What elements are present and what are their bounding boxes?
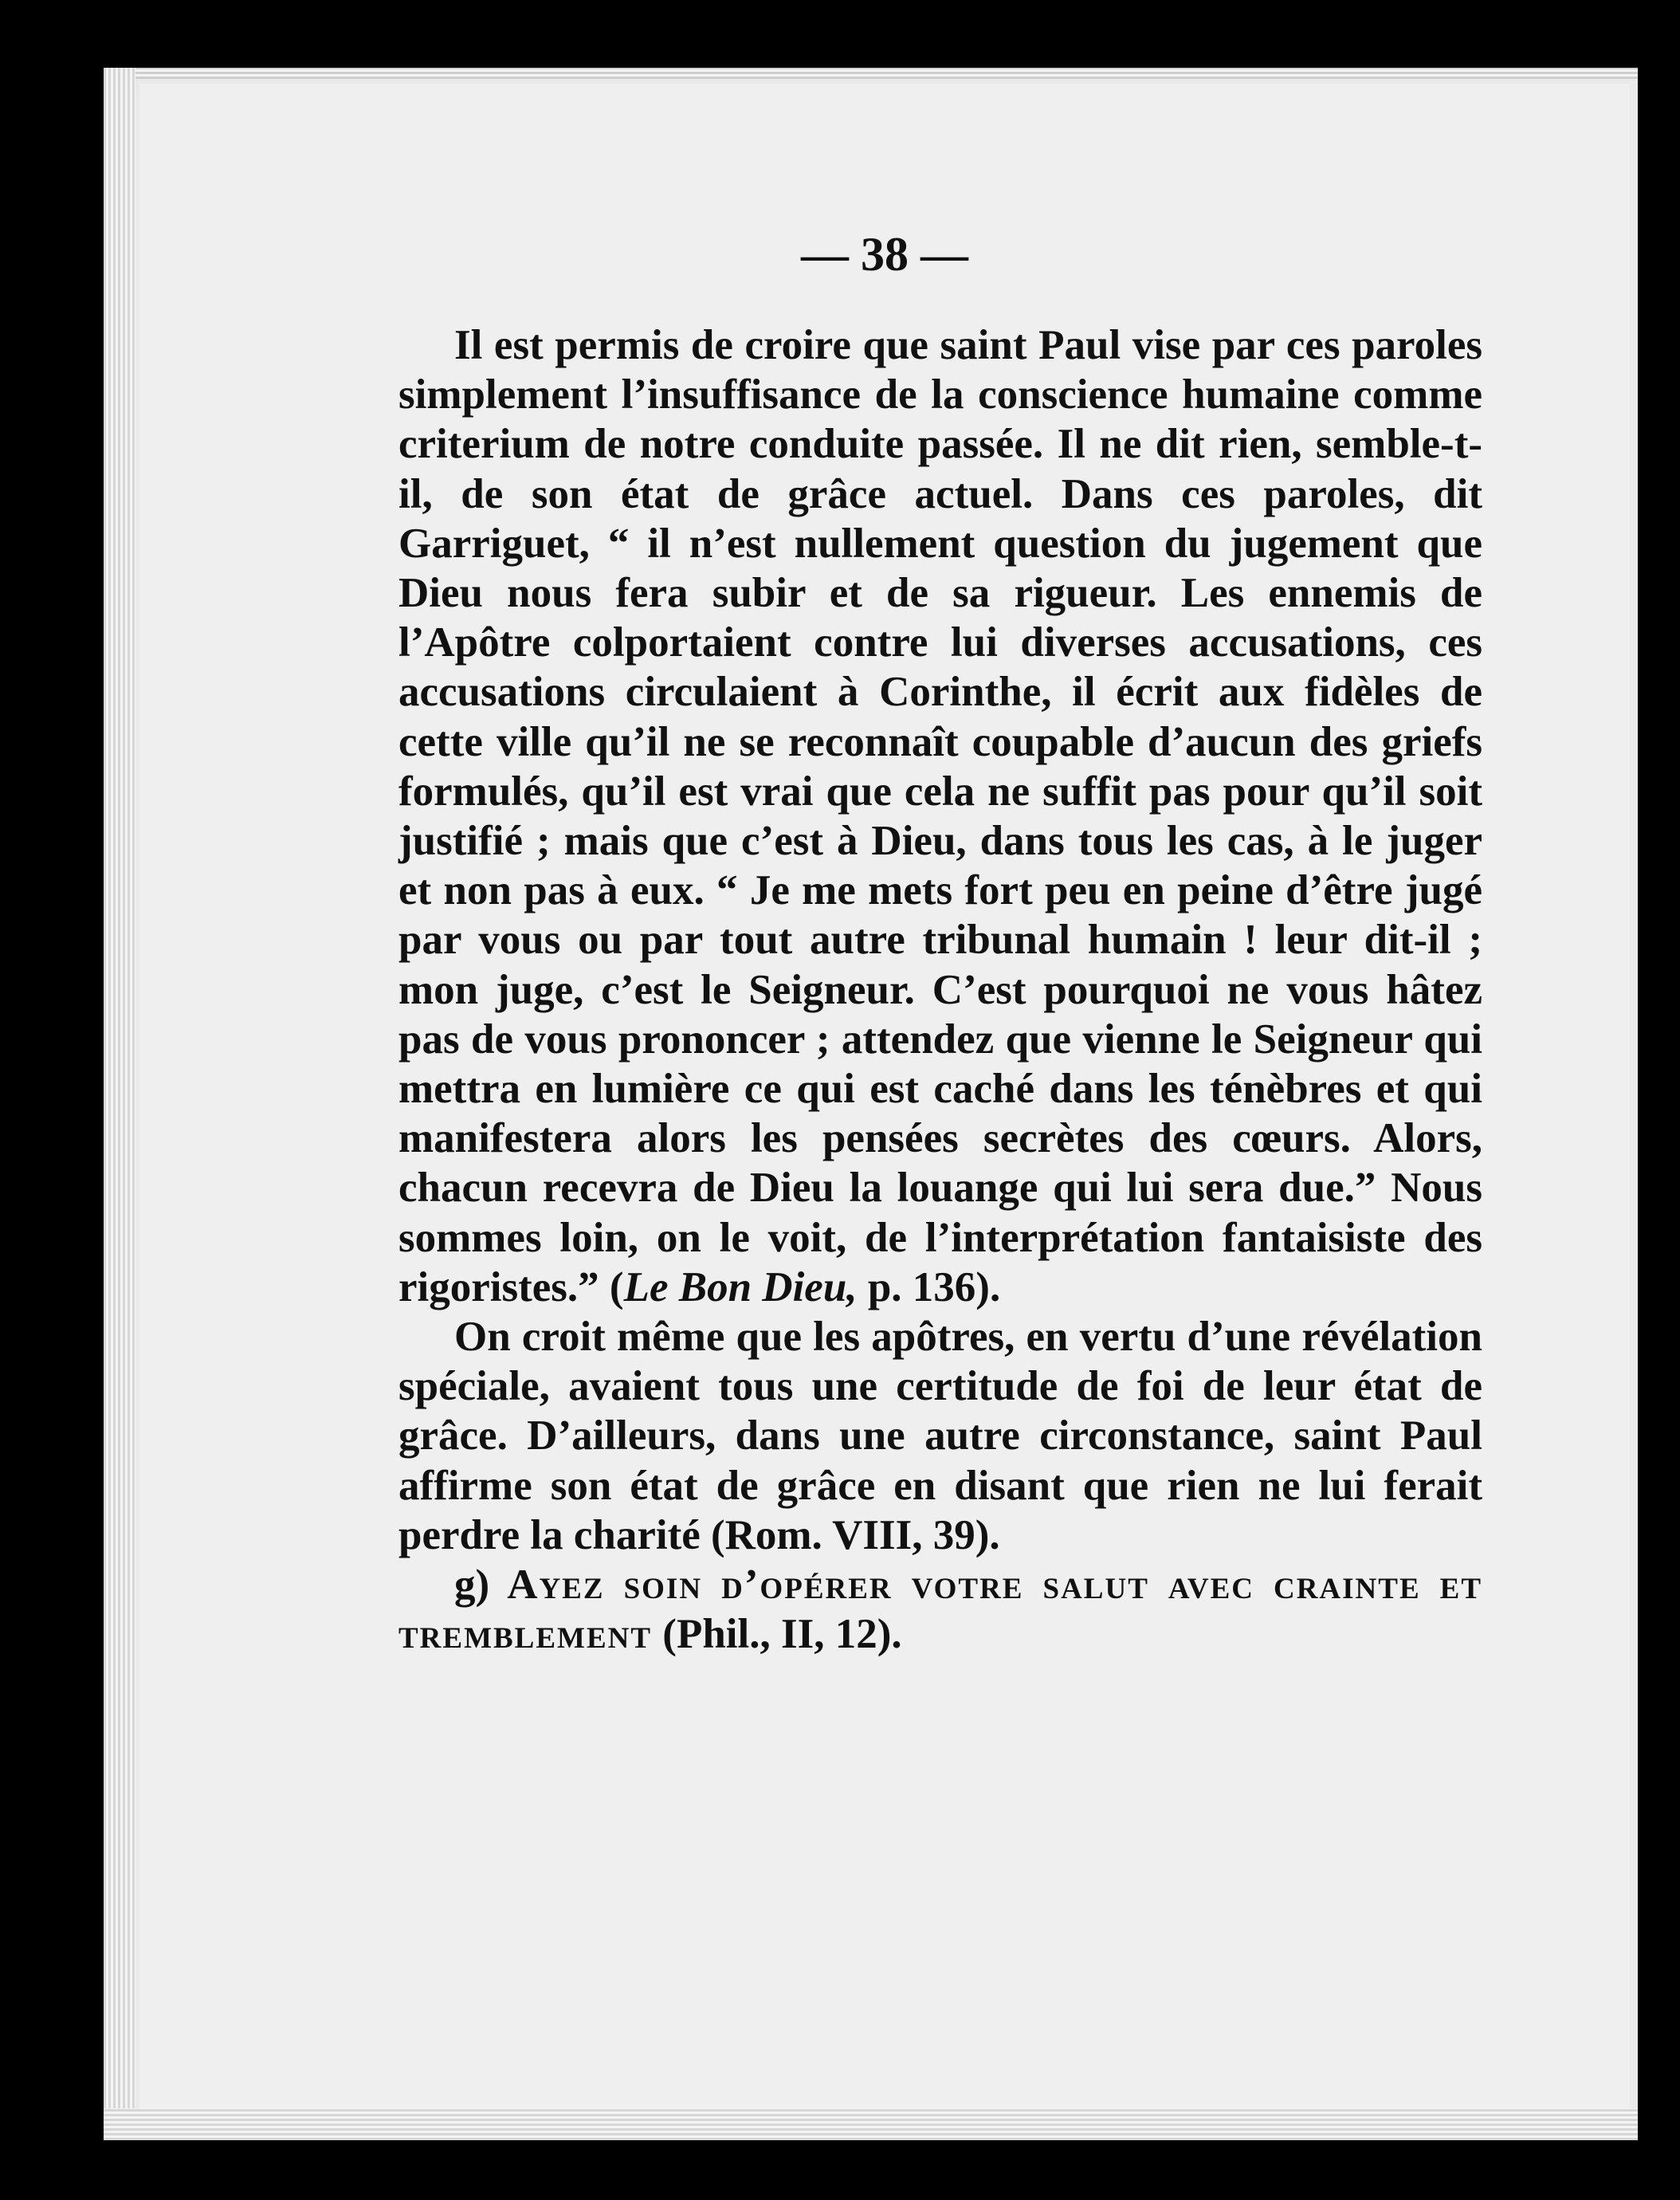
paragraph-3-reference: (Phil., II, 12). <box>652 1611 902 1658</box>
page-edge-bottom <box>104 2108 1638 2140</box>
citation-page: p. 136). <box>857 1263 1001 1310</box>
paragraph-2: On croit même que les apôtres, en vertu d’une révélation spéciale, avaient tous une certitude de foi de leur état de grâce. D’ailleurs, dans une autre circonstance, saint Paul affirme son état de grâce en disant que rien ne lui ferait perdre la charité (Rom. VIII, 39). <box>398 1314 1482 1558</box>
paragraph-3-label: g) <box>454 1562 508 1609</box>
paragraph-1 <box>398 320 1482 1312</box>
body-text <box>398 320 1482 1659</box>
page-edge-top <box>104 68 1638 79</box>
page-number: — 38 — <box>801 228 968 281</box>
paragraph-3-heading: Ayez soin d’opérer votre salut avec crainte et tremblement <box>398 1562 1483 1658</box>
paragraph-1-text: Il est permis de croire que saint Paul vise par ces paroles simplement l’insuffisance de la conscience humaine comme criterium de notre conduite passée. Il ne dit rien, semble-t-il, de son état de grâce actuel. Dans ces paroles, dit Garriguet, “ il n’est nullement question du jugement que Dieu nous fera subir et de sa rigueur. Les ennemis de l’Apôtre colportaient contre lui diverses accusations, ces accusations circulaient à Corinthe, il écrit aux fidèles de cette ville qu’il ne se reconnaît coupable d’aucun des griefs formulés, qu’il est vrai que cela ne suffit pas pour qu’il soit justifié ; mais que c’est à Dieu, dans tous les cas, à le juger et non pas à eux. “ Je me mets fort peu en peine d’être jugé par vous ou par tout autre tribunal humain ! leur dit-il ; mon juge, c’est le Seigneur. C’est pourquoi ne vous hâtez pas de vous prononcer ; attendez que vienne le Seigneur qui mettra en lumière ce qui est caché dans les ténèbres et qui manifestera alors les pensées secrètes des cœurs. Alors, chacun recevra de Dieu la louange qui lui sera due.” Nous sommes loin, on le voit, de l’interprétation fantaisiste des rigoristes.” ( <box>398 322 1482 1310</box>
page-edge-left <box>104 68 135 2140</box>
citation-title: Le Bon Dieu, <box>623 1263 858 1310</box>
paragraph-3 <box>398 1560 1482 1659</box>
